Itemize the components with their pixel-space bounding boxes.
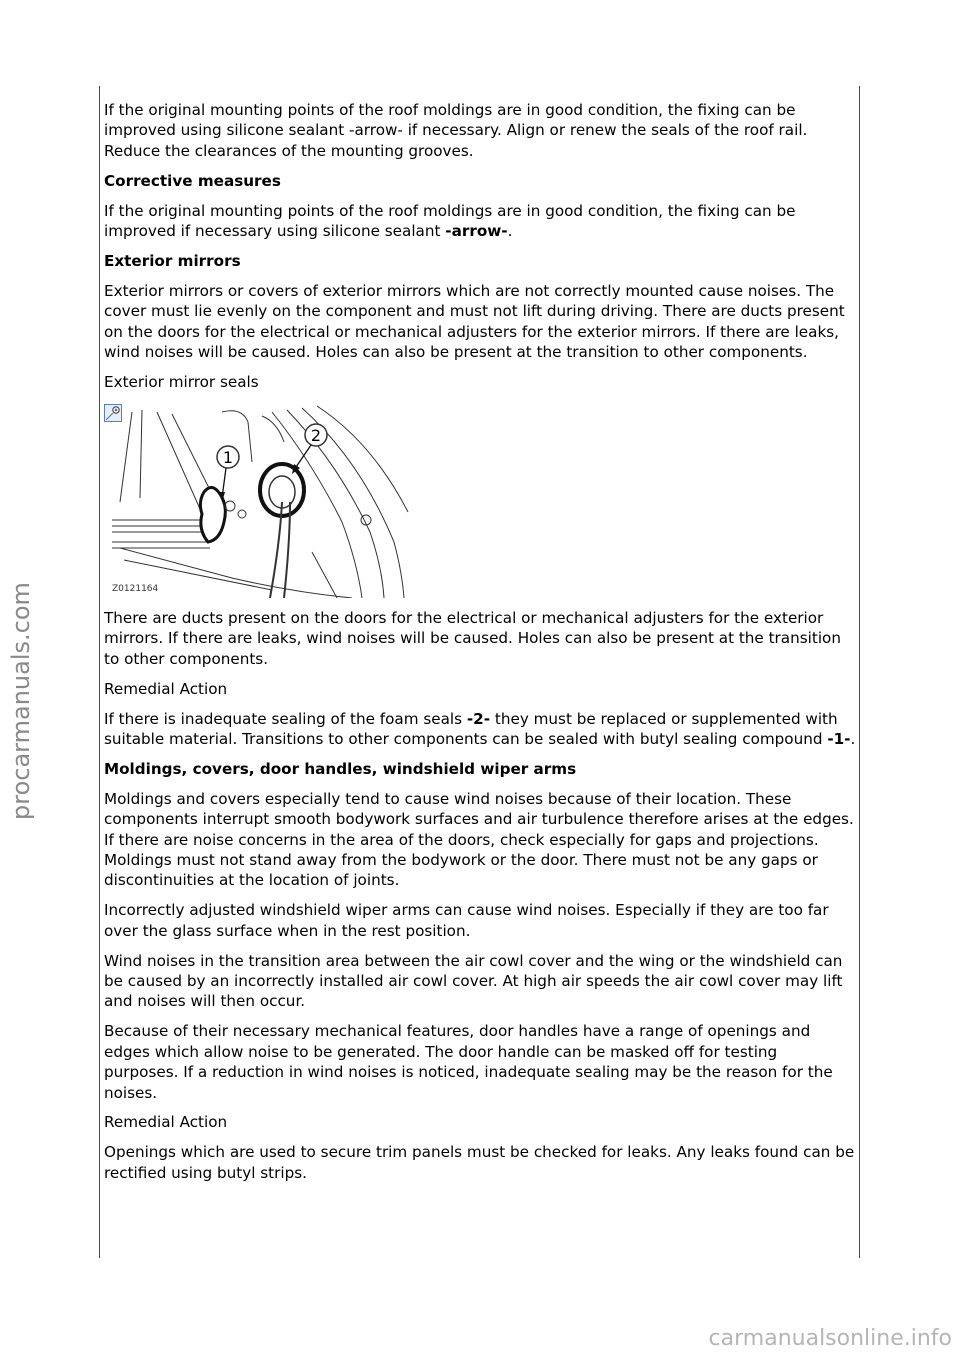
paragraph: Moldings and covers especially tend to cause wind noises because of their location. These components interrupt smooth bodywork surfaces and air turbulence therefore arises at the edges. If there are noise concerns in the area of the doors, check especially for gaps and projections. Moldings must not stand away from the bodywork or the door. There must not be any gaps or discontinuities at the location of joints. xyxy=(104,789,854,890)
text-run: . xyxy=(507,222,513,241)
paragraph xyxy=(104,201,856,242)
paragraph: Openings which are used to secure trim panels must be checked for leaks. Any leaks found can be rectified using butyl strips. xyxy=(104,1143,855,1182)
text-run: If the original mounting points of the roof moldings are in good condition, the fixing can be improved if necessary using silicone sealant xyxy=(104,201,796,241)
heading-corrective-measures: Corrective measures xyxy=(104,171,281,190)
figure-code: Z0121164 xyxy=(112,583,159,594)
callout-1: 1 xyxy=(222,447,234,467)
paragraph xyxy=(104,709,856,750)
callout-2: 2 xyxy=(310,425,322,445)
paragraph: Because of their necessary mechanical features, door handles have a range of openings and edges which allow noise to be generated. The door handle can be masked off for testing purposes. If a reduction in wind noises is noticed, inadequate sealing may be the reason for the noises. xyxy=(104,1022,833,1102)
left-margin-rule xyxy=(99,86,100,1258)
paragraph: There are ducts present on the doors for the electrical or mechanical adjusters for the exterior mirrors. If there are leaks, wind noises will be caused. Holes can also be present at the transition to other components. xyxy=(104,608,841,668)
bold-ref-arrow: -arrow- xyxy=(445,222,508,241)
exterior-mirror-seals-figure xyxy=(104,402,414,598)
bold-ref-2: -2- xyxy=(466,709,491,728)
text-run: they must be replaced or supplemented with suitable material. Transitions to other components can be sealed with butyl sealing compound xyxy=(104,709,838,748)
paragraph: If the original mounting points of the roof moldings are in good condition, the fixing can be improved using silicone sealant -arrow- if necessary. Align or renew the seals of the roof rail. Reduce the clearances of the mounting grooves. xyxy=(104,101,808,160)
heading-exterior-mirrors: Exterior mirrors xyxy=(104,251,241,270)
heading-moldings: Moldings, covers, door handles, windshield wiper arms xyxy=(104,759,577,778)
side-watermark: procarmanuals.com xyxy=(7,582,35,820)
figure-caption: Exterior mirror seals xyxy=(104,372,259,391)
right-margin-rule xyxy=(859,86,860,1258)
text-run: If there is inadequate sealing of the foam seals xyxy=(104,709,467,728)
subheading-remedial-action: Remedial Action xyxy=(104,679,228,698)
bottom-watermark: carmanualsonline.info xyxy=(708,1326,952,1351)
text-run: . xyxy=(850,729,856,748)
document-body xyxy=(104,100,856,1193)
mirror-seal-illustration xyxy=(112,402,412,598)
paragraph: Exterior mirrors or covers of exterior mirrors which are not correctly mounted cause noises. The cover must lie evenly on the component and must not lift during driving. There are ducts present on the doors for the electrical or mechanical adjusters for the exterior mirrors. If there are leaks, wind noises will be caused. Holes can also be present at the transition to other components. xyxy=(104,281,845,362)
subheading-remedial-action: Remedial Action xyxy=(104,1113,228,1132)
bold-ref-1: -1- xyxy=(827,729,851,748)
paragraph: Wind noises in the transition area between the air cowl cover and the wing or the windshield can be caused by an incorrectly installed air cowl cover. At high air speeds the air cowl cover may lift and noises will then occur. xyxy=(104,951,843,1011)
paragraph: Incorrectly adjusted windshield wiper arms can cause wind noises. Especially if they are too far over the glass surface when in the rest position. xyxy=(104,901,829,940)
